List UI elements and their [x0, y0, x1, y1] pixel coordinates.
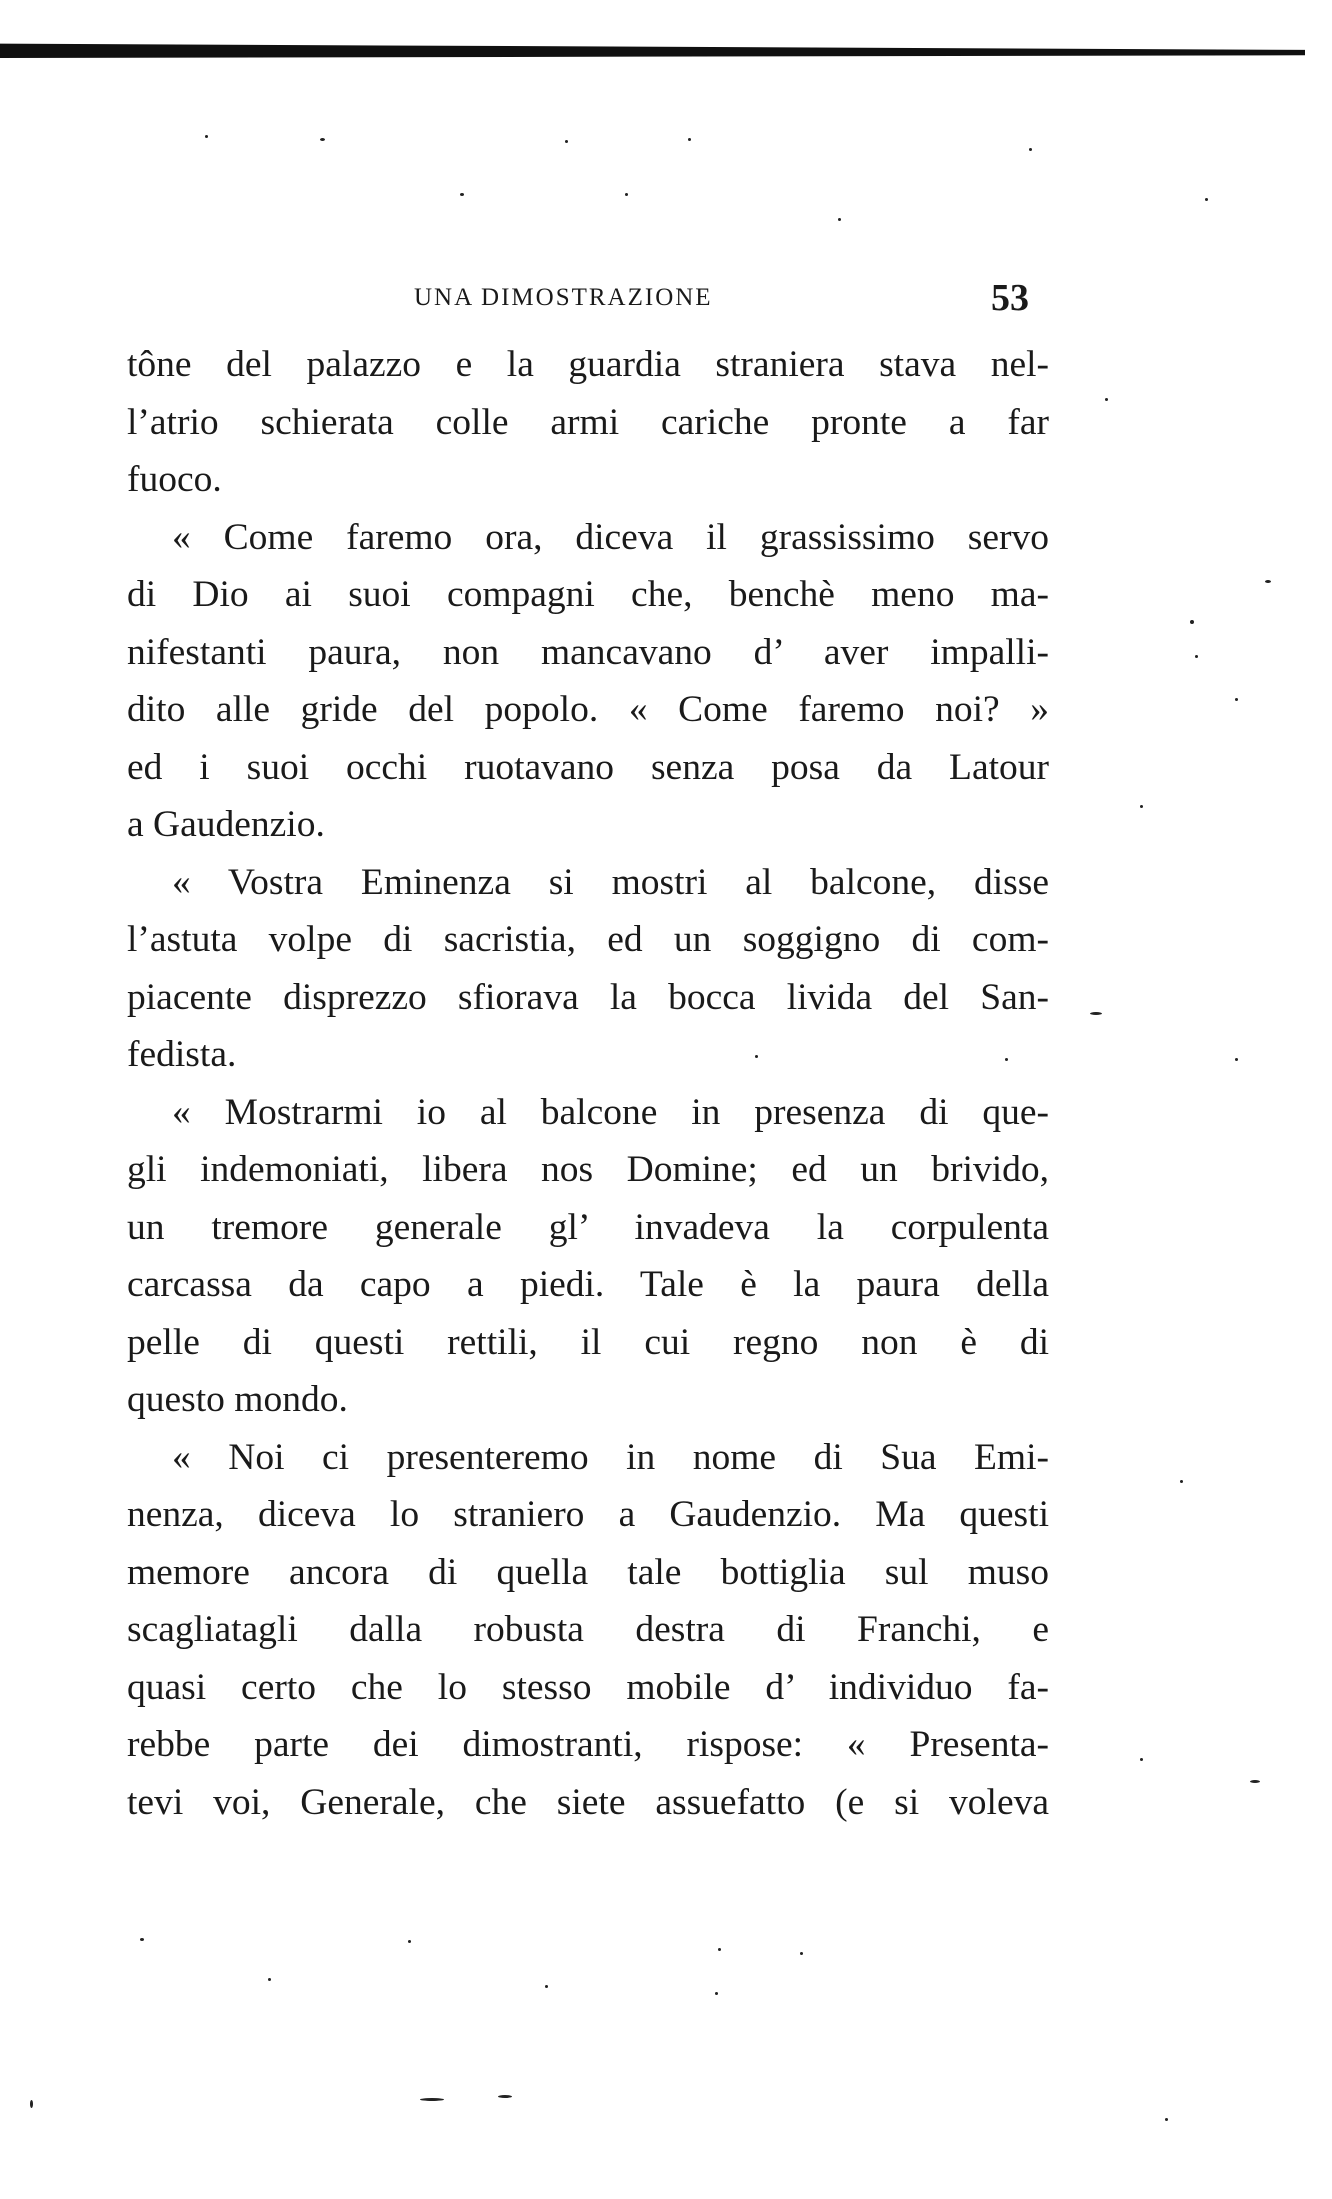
scan-speck [565, 140, 568, 143]
scan-speck [715, 1992, 718, 1995]
running-title: UNA DIMOSTRAZIONE [414, 284, 713, 311]
page-number: 53 [991, 277, 1029, 319]
text-line: un tremore generale gl’ invadeva la corpulenta [127, 1206, 1049, 1248]
scan-speck [1190, 620, 1194, 624]
scan-speck [205, 135, 208, 138]
text-line: memore ancora di quella tale bottiglia sul muso [127, 1551, 1049, 1593]
scan-speck [420, 2098, 444, 2101]
scan-speck [498, 2095, 512, 2098]
scan-speck [1205, 198, 1208, 201]
scan-speck [1140, 805, 1143, 808]
text-line: ed i suoi occhi ruotavano senza posa da Latour [127, 746, 1049, 788]
text-line: gli indemoniati, libera nos Domine; ed un brivido, [127, 1149, 1049, 1190]
text-line: quasi certo che lo stesso mobile d’ individuo fa- [127, 1666, 1049, 1708]
scan-speck [1140, 1758, 1143, 1761]
scan-speck [838, 218, 841, 221]
scan-speck [800, 1952, 803, 1955]
text-line: piacente disprezzo sfiorava la bocca livida del San- [127, 976, 1049, 1018]
scan-speck [545, 1985, 548, 1988]
text-line: pelle di questi rettili, il cui regno non è di [127, 1321, 1049, 1363]
scan-speck [30, 2100, 33, 2108]
text-line: dito alle gride del popolo. « Come faremo noi? » [127, 689, 1049, 730]
text-line: di Dio ai suoi compagni che, benchè meno ma- [127, 574, 1049, 615]
text-line: a Gaudenzio. [127, 804, 325, 845]
text-line: « Noi ci presenteremo in nome di Sua Emi- [172, 1436, 1049, 1478]
text-line: « Vostra Eminenza si mostri al balcone, disse [172, 861, 1049, 903]
scan-speck [1235, 1058, 1238, 1061]
scan-speck [1029, 148, 1032, 151]
scan-speck [460, 193, 464, 196]
scan-speck [1090, 1012, 1102, 1015]
scan-speck [625, 193, 628, 196]
text-line: tône del palazzo e la guardia straniera stava nel- [127, 344, 1049, 385]
text-line: tevi voi, Generale, che siete assuefatto (e si voleva [127, 1781, 1049, 1823]
scan-speck [1180, 1480, 1183, 1483]
text-line: questo mondo. [127, 1379, 348, 1420]
text-line: scagliatagli dalla robusta destra di Franchi, e [127, 1609, 1049, 1650]
scan-speck [408, 1940, 411, 1943]
scan-speck [1235, 698, 1238, 701]
text-line: rebbe parte dei dimostranti, rispose: « Presenta- [127, 1724, 1049, 1765]
scan-speck [140, 1938, 144, 1941]
text-line: nenza, diceva lo straniero a Gaudenzio. Ma questi [127, 1494, 1049, 1535]
text-line: carcassa da capo a piedi. Tale è la paura della [127, 1264, 1049, 1305]
scan-speck [320, 138, 325, 141]
scan-speck [755, 1055, 758, 1058]
scan-speck [1195, 655, 1198, 658]
page-header [0, 278, 1332, 318]
text-line: « Come faremo ora, diceva il grassissimo servo [172, 516, 1049, 558]
body-text [127, 336, 1049, 1831]
scan-edge-bar [0, 40, 1305, 58]
scan-speck [718, 1948, 721, 1951]
text-line: l’atrio schierata colle armi cariche pronte a far [127, 401, 1049, 443]
scan-speck [688, 138, 691, 141]
text-line: nifestanti paura, non mancavano d’ aver impalli- [127, 631, 1049, 673]
scan-speck [1250, 1780, 1260, 1783]
scan-speck [1105, 398, 1108, 401]
text-line: fedista. [127, 1034, 237, 1075]
scan-speck [268, 1978, 271, 1981]
text-line: fuoco. [127, 459, 222, 500]
scan-speck [1265, 580, 1271, 583]
text-line: « Mostrarmi io al balcone in presenza di que- [172, 1091, 1049, 1133]
text-line: l’astuta volpe di sacristia, ed un soggigno di com- [127, 919, 1049, 960]
scan-speck [1005, 1058, 1008, 1061]
scan-speck [1165, 2118, 1168, 2121]
